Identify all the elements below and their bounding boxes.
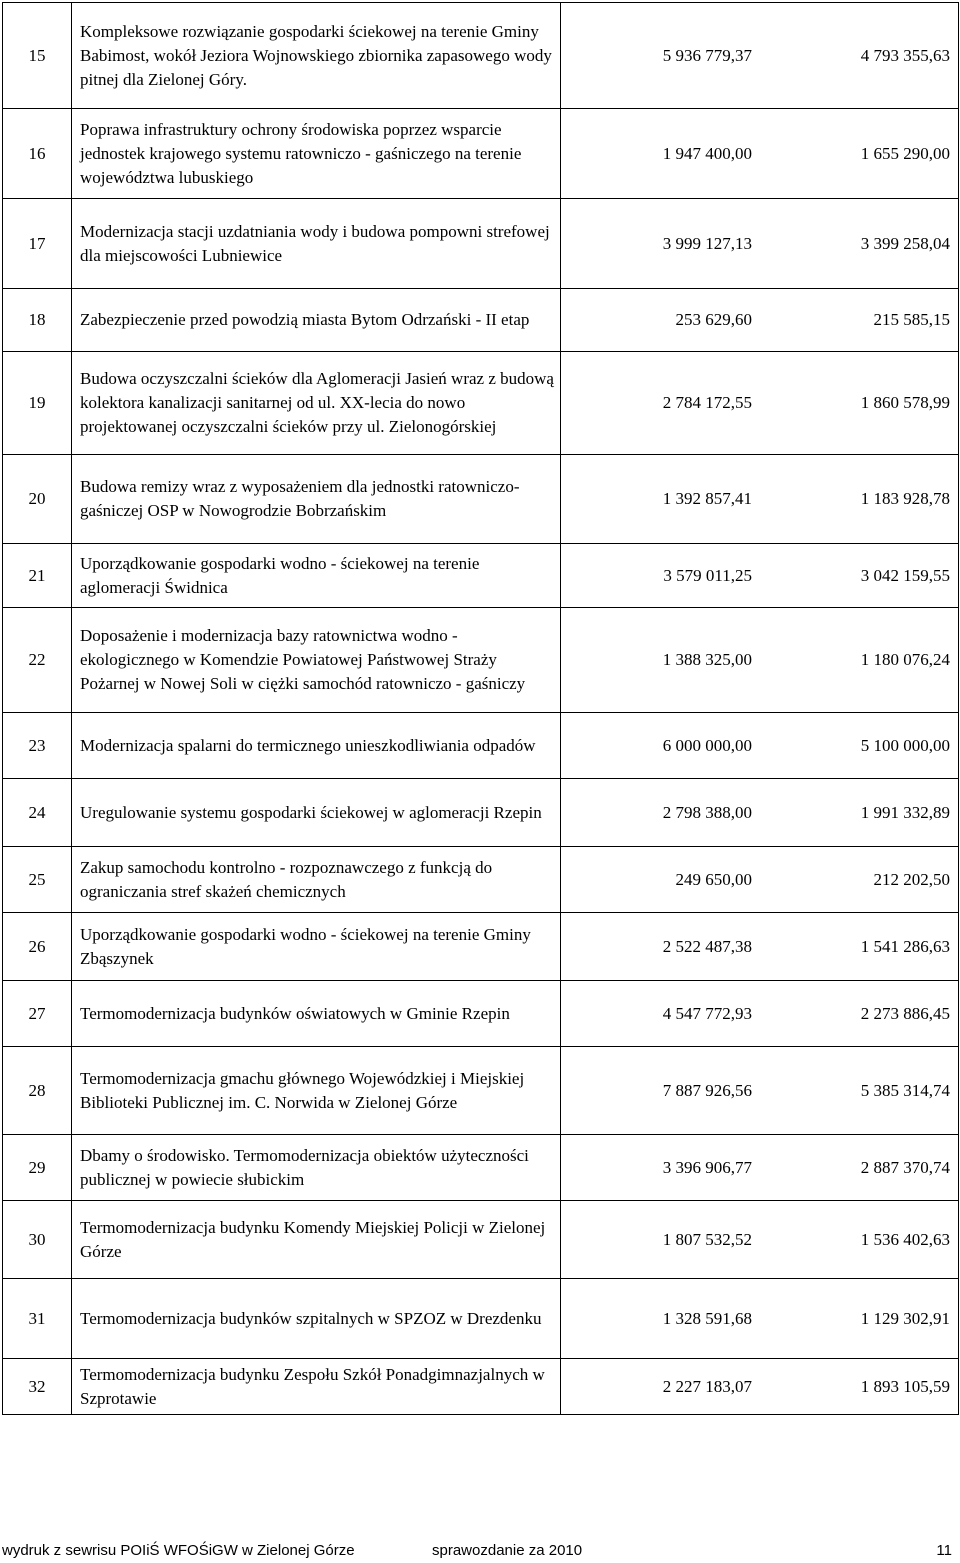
total-cost: 1 392 857,41 <box>662 489 752 508</box>
total-cost: 7 887 926,56 <box>662 1080 752 1100</box>
row-number: 24 <box>3 779 72 847</box>
project-name: Termomodernizacja budynków szpitalnych w SPZOZ w Drezdenku <box>72 1279 561 1359</box>
total-cost: 1 947 400,00 <box>662 143 752 163</box>
projects-table-body <box>3 3 959 1415</box>
project-values <box>561 981 959 1047</box>
table-row <box>3 289 959 352</box>
project-name: Uporządkowanie gospodarki wodno - ściekowej na terenie aglomeracji Świdnica <box>72 544 561 608</box>
project-values <box>561 109 959 199</box>
total-cost: 4 547 772,93 <box>662 1003 752 1023</box>
table-row <box>3 913 959 981</box>
table-row <box>3 847 959 913</box>
table-row <box>3 1135 959 1201</box>
row-number: 21 <box>3 544 72 608</box>
projects-table <box>2 2 959 1415</box>
funding-amount: 1 541 286,63 <box>860 936 950 956</box>
table-row <box>3 1359 959 1415</box>
total-cost: 5 936 779,37 <box>662 45 752 65</box>
table-row <box>3 608 959 713</box>
project-name: Budowa oczyszczalni ścieków dla Aglomeracji Jasień wraz z budową kolektora kanalizacji sanitarnej od ul. XX-lecia do nowo projektowanej oczyszczalni ścieków przy ul. Zielonogórskiej <box>72 352 561 455</box>
funding-amount: 3 399 258,04 <box>860 233 950 253</box>
total-cost: 2 522 487,38 <box>662 936 752 956</box>
project-name: Zakup samochodu kontrolno - rozpoznawczego z funkcją do ograniczania stref skażeń chemicznych <box>72 847 561 913</box>
project-values <box>561 1359 959 1415</box>
project-values <box>561 1279 959 1359</box>
total-cost: 2 784 172,55 <box>662 393 752 412</box>
table-row <box>3 1279 959 1359</box>
project-values <box>561 913 959 981</box>
total-cost: 1 807 532,52 <box>662 1229 752 1249</box>
page-footer <box>2 1540 956 1562</box>
row-number: 32 <box>3 1359 72 1415</box>
total-cost: 1 328 591,68 <box>662 1308 752 1328</box>
project-values <box>561 1135 959 1201</box>
project-name: Zabezpieczenie przed powodzią miasta Bytom Odrzański - II etap <box>72 289 561 352</box>
project-values <box>561 713 959 779</box>
total-cost: 253 629,60 <box>675 310 752 329</box>
row-number: 20 <box>3 455 72 544</box>
total-cost: 249 650,00 <box>675 869 752 889</box>
funding-amount: 1 180 076,24 <box>860 650 950 669</box>
project-values <box>561 1201 959 1279</box>
project-name: Uregulowanie systemu gospodarki ściekowej w aglomeracji Rzepin <box>72 779 561 847</box>
row-number: 31 <box>3 1279 72 1359</box>
project-values <box>561 352 959 455</box>
project-values <box>561 544 959 608</box>
total-cost: 1 388 325,00 <box>662 650 752 669</box>
project-name: Modernizacja spalarni do termicznego unieszkodliwiania odpadów <box>72 713 561 779</box>
project-name: Doposażenie i modernizacja bazy ratownictwa wodno - ekologicznego w Komendzie Powiatowej Państwowej Straży Pożarnej w Nowej Soli w ciężki samochód ratowniczo - gaśniczy <box>72 608 561 713</box>
total-cost: 3 579 011,25 <box>663 565 752 585</box>
table-row <box>3 713 959 779</box>
row-number: 18 <box>3 289 72 352</box>
row-number: 29 <box>3 1135 72 1201</box>
row-number: 23 <box>3 713 72 779</box>
row-number: 27 <box>3 981 72 1047</box>
page-number: 11 <box>936 1542 952 1559</box>
funding-amount: 1 860 578,99 <box>860 393 950 412</box>
table-row <box>3 1047 959 1135</box>
funding-amount: 1 991 332,89 <box>860 802 950 822</box>
project-values <box>561 289 959 352</box>
project-name: Poprawa infrastruktury ochrony środowiska poprzez wsparcie jednostek krajowego systemu ratowniczo - gaśniczego na terenie województwa lubuskiego <box>72 109 561 199</box>
row-number: 26 <box>3 913 72 981</box>
project-values <box>561 847 959 913</box>
project-name: Termomodernizacja budynku Zespołu Szkół Ponadgimnazjalnych w Szprotawie <box>72 1359 561 1415</box>
project-values <box>561 1047 959 1135</box>
funding-amount: 1 536 402,63 <box>860 1229 950 1249</box>
table-row <box>3 544 959 608</box>
total-cost: 3 396 906,77 <box>662 1157 752 1177</box>
row-number: 19 <box>3 352 72 455</box>
table-row <box>3 981 959 1047</box>
row-number: 28 <box>3 1047 72 1135</box>
footer-source: wydruk z sewrisu POIiŚ WFOŚiGW w Zielonej Górze <box>2 1542 355 1559</box>
project-name: Budowa remizy wraz z wyposażeniem dla jednostki ratowniczo-gaśniczej OSP w Nowogrodzie Bobrzańskim <box>72 455 561 544</box>
project-values <box>561 779 959 847</box>
project-values <box>561 608 959 713</box>
funding-amount: 2 273 886,45 <box>860 1003 950 1023</box>
project-name: Termomodernizacja budynków oświatowych w Gminie Rzepin <box>72 981 561 1047</box>
total-cost: 2 227 183,07 <box>662 1376 752 1396</box>
table-row <box>3 199 959 289</box>
funding-amount: 3 042 159,55 <box>860 565 950 585</box>
project-values <box>561 199 959 289</box>
total-cost: 6 000 000,00 <box>662 735 752 755</box>
funding-amount: 215 585,15 <box>873 310 950 329</box>
funding-amount: 4 793 355,63 <box>860 45 950 65</box>
table-row <box>3 455 959 544</box>
funding-amount: 1 183 928,78 <box>860 489 950 508</box>
row-number: 30 <box>3 1201 72 1279</box>
project-name: Termomodernizacja gmachu głównego Wojewódzkiej i Miejskiej Biblioteki Publicznej im. C. Norwida w Zielonej Górze <box>72 1047 561 1135</box>
funding-amount: 1 893 105,59 <box>860 1376 950 1396</box>
row-number: 22 <box>3 608 72 713</box>
table-row <box>3 779 959 847</box>
table-row <box>3 109 959 199</box>
row-number: 15 <box>3 3 72 109</box>
total-cost: 2 798 388,00 <box>662 802 752 822</box>
funding-amount: 212 202,50 <box>873 869 950 889</box>
project-name: Termomodernizacja budynku Komendy Miejskiej Policji w Zielonej Górze <box>72 1201 561 1279</box>
funding-amount: 1 655 290,00 <box>860 143 950 163</box>
funding-amount: 5 100 000,00 <box>860 735 950 755</box>
total-cost: 3 999 127,13 <box>662 233 752 253</box>
project-values <box>561 455 959 544</box>
table-row <box>3 352 959 455</box>
table-row <box>3 3 959 109</box>
footer-report: sprawozdanie za 2010 <box>432 1542 583 1559</box>
project-values <box>561 3 959 109</box>
row-number: 16 <box>3 109 72 199</box>
table-row <box>3 1201 959 1279</box>
row-number: 25 <box>3 847 72 913</box>
project-name: Kompleksowe rozwiązanie gospodarki ściekowej na terenie Gminy Babimost, wokół Jeziora Wojnowskiego zbiornika zapasowego wody pitnej dla Zielonej Góry. <box>72 3 561 109</box>
row-number: 17 <box>3 199 72 289</box>
funding-amount: 1 129 302,91 <box>860 1308 950 1328</box>
project-name: Modernizacja stacji uzdatniania wody i budowa pompowni strefowej dla miejscowości Lubniewice <box>72 199 561 289</box>
funding-amount: 5 385 314,74 <box>860 1080 950 1100</box>
project-name: Dbamy o środowisko. Termomodernizacja obiektów użyteczności publicznej w powiecie słubickim <box>72 1135 561 1201</box>
funding-amount: 2 887 370,74 <box>860 1157 950 1177</box>
project-name: Uporządkowanie gospodarki wodno - ściekowej na terenie Gminy Zbąszynek <box>72 913 561 981</box>
